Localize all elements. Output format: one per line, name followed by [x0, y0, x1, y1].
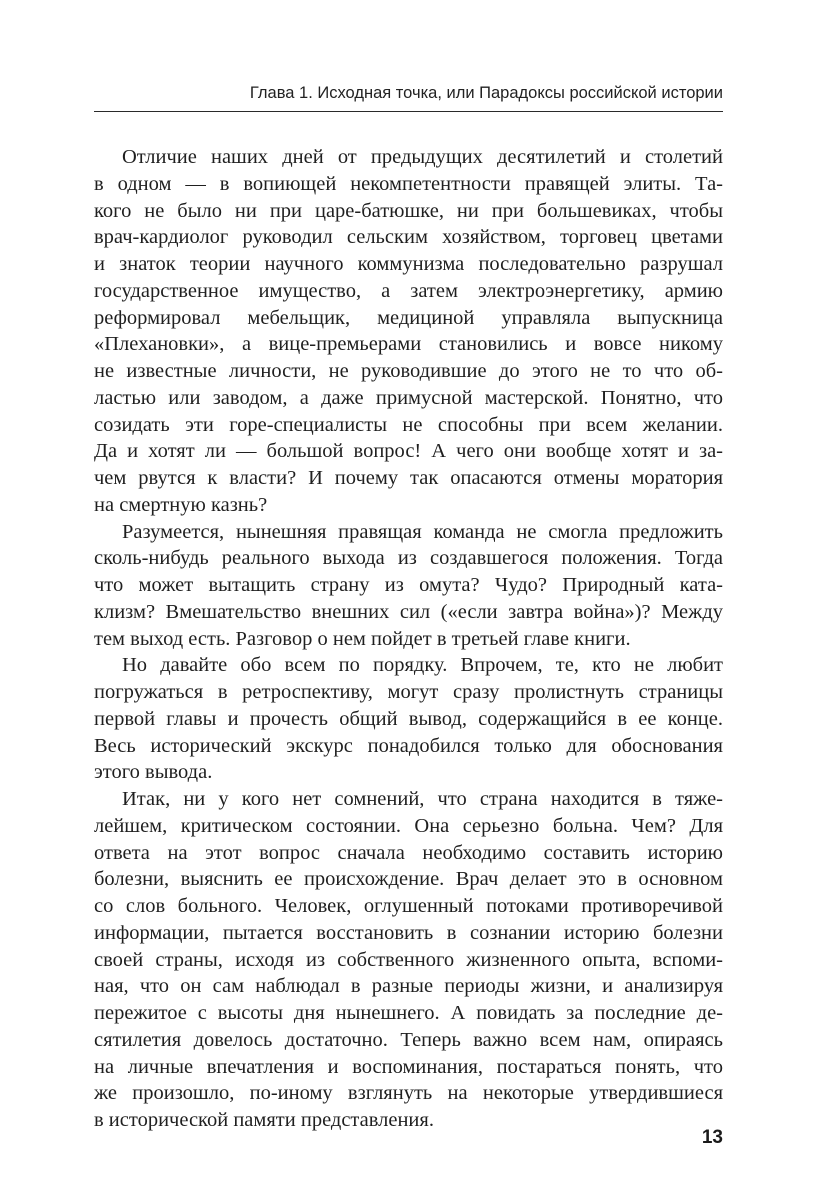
text-line: чем рвутся к власти? И почему так опасаются отмены моратория	[94, 467, 723, 489]
paragraph	[94, 786, 723, 1134]
text-line: «Плехановки», а вице-премьерами становились и вовсе никому	[94, 333, 723, 356]
paragraph	[94, 144, 723, 519]
text-line: сятилетия довелось достаточно. Теперь важно всем нам, опираясь	[94, 1028, 723, 1051]
text-line: тем выход есть. Разговор о нем пойдет в третьей главе книги.	[94, 627, 631, 650]
text-line: врач-кардиолог руководил сельским хозяйством, торговец цветами	[94, 226, 723, 249]
text-line: ответа на этот вопрос сначала необходимо составить историю	[94, 841, 723, 864]
text-line: ная, что он сам наблюдал в разные периоды жизни, и анализируя	[94, 975, 723, 998]
text-line: первой главы и прочесть общий вывод, содержащийся в ее конце.	[94, 707, 723, 730]
text-line: своей страны, исходя из собственного жизненного опыта, вспоми-	[94, 948, 723, 971]
running-head: Глава 1. Исходная точка, или Парадоксы российской истории	[94, 83, 723, 112]
text-line: информации, пытается восстановить в сознании историю болезни	[94, 921, 723, 944]
text-line: на личные впечатления и воспоминания, постараться понять, что	[94, 1055, 723, 1078]
text-line: же произошло, по-иному взглянуть на некоторые утвердившиеся	[94, 1082, 723, 1105]
text-line: Итак, ни у кого нет сомнений, что страна находится в тяже-	[122, 788, 723, 810]
text-line: болезни, выяснить ее происхождение. Врач делает это в основном	[94, 868, 723, 891]
text-line: Да и хотят ли — большой вопрос! А чего они вообще хотят и за-	[94, 440, 723, 463]
text-line: пережитое с высоты дня нынешнего. А повидать за последние де-	[94, 1002, 723, 1024]
text-line: что может вытащить страну из омута? Чудо? Природный ката-	[94, 574, 723, 596]
paragraph	[94, 519, 723, 653]
text-line: на смертную казнь?	[94, 493, 268, 516]
text-line: сколь-нибудь реального выхода из создавшегося положения. Тогда	[94, 547, 723, 570]
body-text	[94, 144, 723, 1134]
paragraph	[94, 652, 723, 786]
text-line: кого не было ни при царе-батюшке, ни при большевиках, чтобы	[94, 199, 723, 222]
text-line: в одном — в вопиющей некомпетентности правящей элиты. Та-	[94, 172, 723, 195]
page-number: 13	[701, 1127, 723, 1148]
text-line: реформировал мебельщик, медициной управляла выпускница	[94, 306, 723, 329]
text-line: Отличие наших дней от предыдущих десятилетий и столетий	[122, 146, 723, 168]
text-line: лейшем, критическом состоянии. Она серьезно больна. Чем? Для	[94, 814, 723, 837]
text-line: и знаток теории научного коммунизма последовательно разрушал	[94, 253, 723, 275]
text-line: государственное имущество, а затем электроэнергетику, армию	[94, 279, 723, 302]
text-line: этого вывода.	[94, 761, 213, 784]
text-line: созидать эти горе-специалисты не способны при всем желании.	[94, 413, 723, 436]
text-line: погружаться в ретроспективу, могут сразу пролистнуть страницы	[94, 681, 723, 703]
text-line: клизм? Вмешательство внешних сил («если завтра война»)? Между	[94, 600, 723, 623]
text-line: не известные личности, не руководившие до этого не то что об-	[94, 360, 723, 382]
text-line: в исторической памяти представления.	[94, 1109, 434, 1131]
text-line: Но давайте обо всем по порядку. Впрочем, те, кто не любит	[122, 654, 723, 677]
text-line: Разумеется, нынешняя правящая команда не смогла предложить	[122, 520, 723, 543]
text-line: Весь исторический экскурс понадобился только для обоснования	[94, 734, 723, 757]
text-line: ластью или заводом, а даже примусной мастерской. Понятно, что	[94, 386, 723, 409]
text-line: со слов больного. Человек, оглушенный потоками противоречивой	[94, 895, 723, 917]
